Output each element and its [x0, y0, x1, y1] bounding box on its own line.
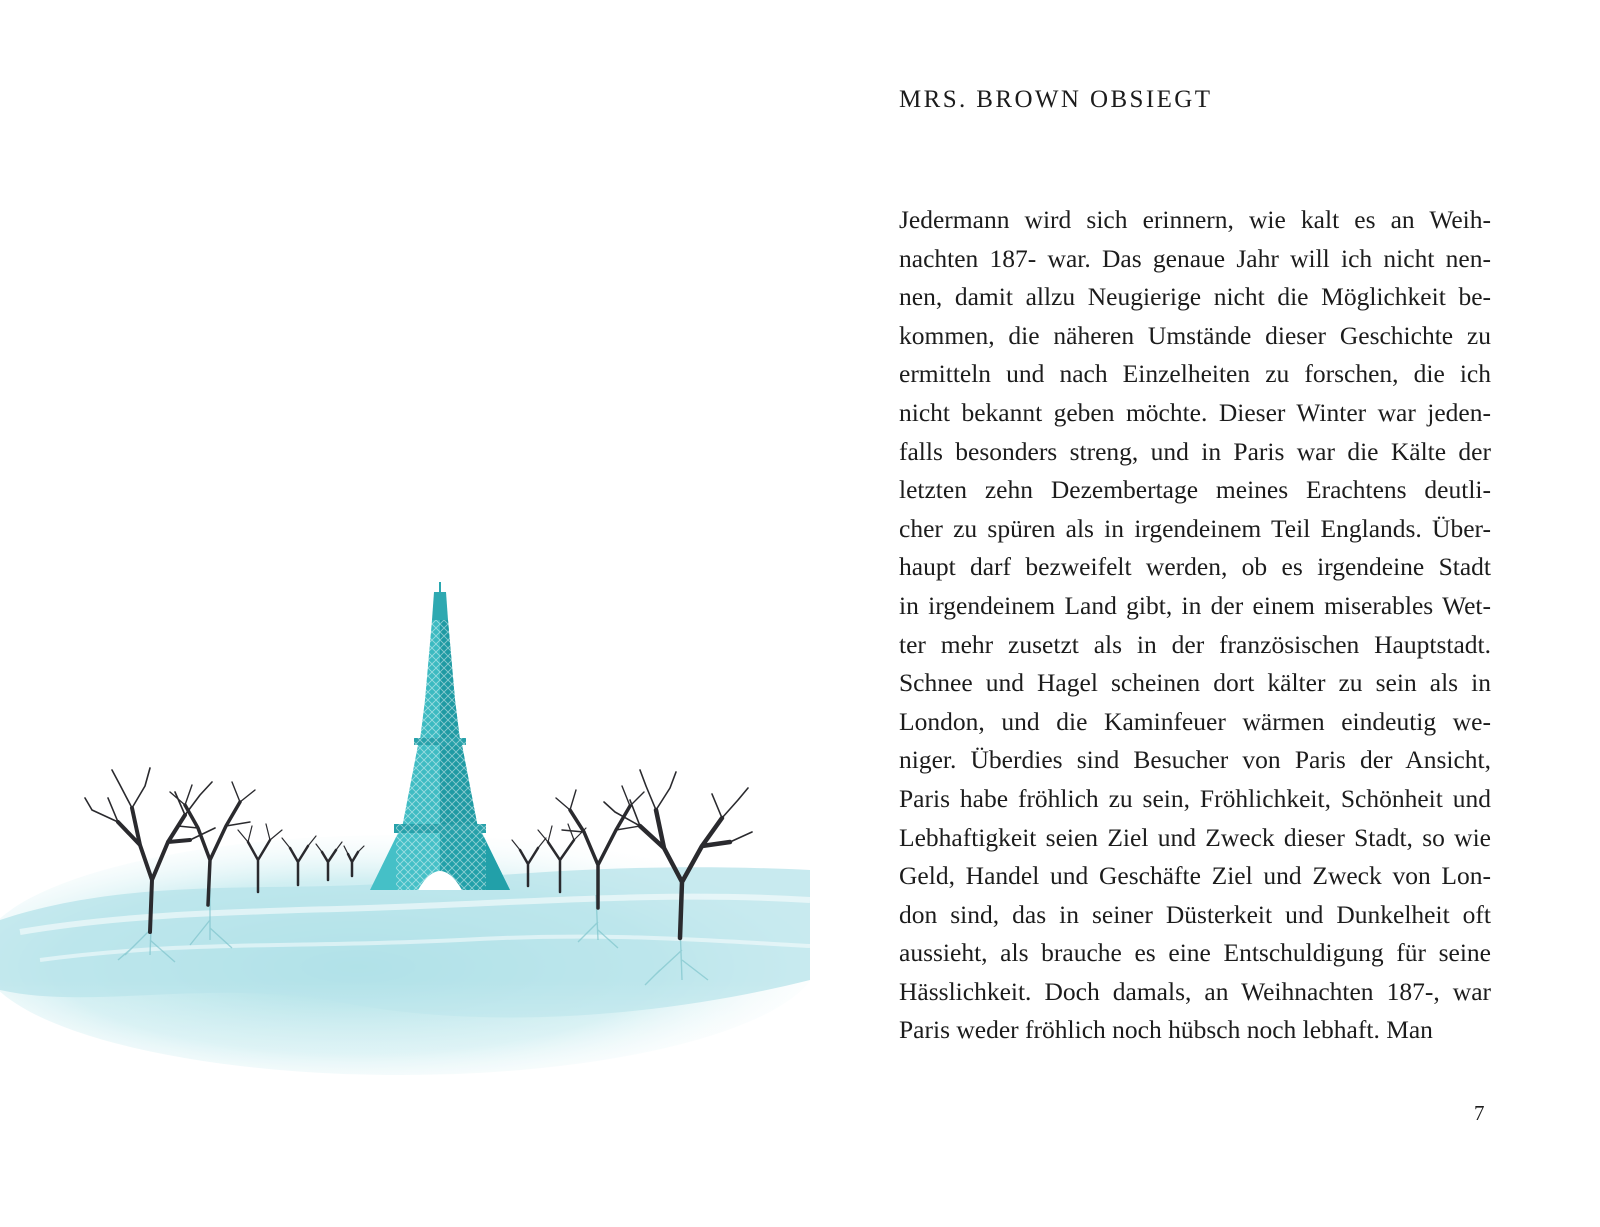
text-line: nachten 187- war. Das genaue Jahr will ich nicht nen- [899, 243, 1491, 273]
text-line: London, und die Kaminfeuer wärmen eindeutig we- [899, 706, 1491, 736]
body-text [899, 201, 1491, 1050]
text-line: ter mehr zusetzt als in der französischen Hauptstadt. [899, 629, 1491, 659]
text-line: Jedermann wird sich erinnern, wie kalt es an Weih- [899, 205, 1491, 234]
text-line: ermitteln und nach Einzelheiten zu forschen, die ich [899, 359, 1491, 389]
eiffel-tower-winter-illustration [0, 560, 810, 1227]
text-line: haupt darf bezweifelt werden, ob es irgendeine Stadt [899, 552, 1491, 582]
text-line: aussieht, als brauche es eine Entschuldigung für seine [899, 938, 1491, 968]
text-line: nen, damit allzu Neugierige nicht die Möglichkeit be- [899, 282, 1491, 312]
text-line: Schnee und Hagel scheinen dort kälter zu sein als in [899, 668, 1491, 698]
text-line: falls besonders streng, und in Paris war die Kälte der [899, 436, 1491, 466]
snow-ground [0, 835, 810, 1227]
text-line: Paris habe fröhlich zu sein, Fröhlichkeit, Schönheit und [899, 783, 1491, 813]
text-line: cher zu spüren als in irgendeinem Teil Englands. Über- [899, 513, 1491, 543]
text-line: Geld, Handel und Geschäfte Ziel und Zweck von Lon- [899, 861, 1491, 891]
text-line: kommen, die näheren Umstände dieser Geschichte zu [899, 320, 1491, 350]
text-line: Hässlichkeit. Doch damals, an Weihnachten 187-, war [899, 976, 1491, 1006]
text-line: letzten zehn Dezembertage meines Erachtens deutli- [899, 475, 1491, 505]
text-line: Lebhaftigkeit seien Ziel und Zweck dieser Stadt, so wie [899, 822, 1491, 852]
page-number: 7 [1474, 1101, 1485, 1125]
text-line: in irgendeinem Land gibt, in der einem miserables Wet- [899, 590, 1491, 620]
text-line: nicht bekannt geben möchte. Dieser Winter war jeden- [899, 397, 1491, 427]
text-line: don sind, das in seiner Düsterkeit und Dunkelheit oft [899, 899, 1491, 929]
chapter-title: MRS. BROWN OBSIEGT [899, 86, 1213, 113]
text-line: niger. Überdies sind Besucher von Paris der Ansicht, [899, 745, 1491, 775]
text-line: Paris weder fröhlich noch hübsch noch lebhaft. Man [899, 1015, 1433, 1045]
